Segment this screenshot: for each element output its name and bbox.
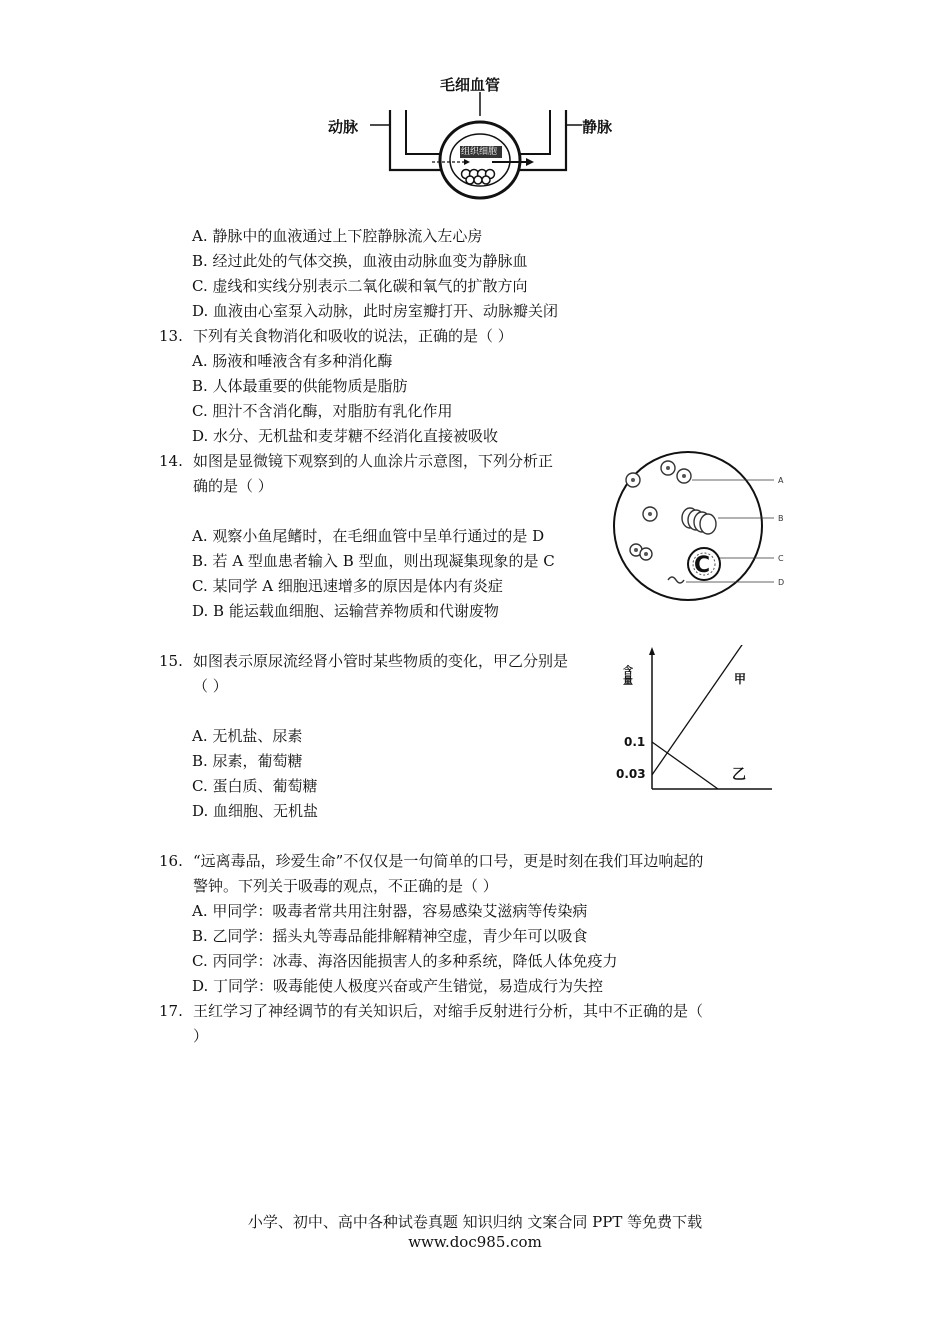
q15-option-a: A. 无机盐、尿素 — [192, 727, 303, 745]
q16-option-c: C. 丙同学：冰毒、海洛因能损害人的多种系统，降低人体免疫力 — [192, 952, 618, 970]
artery-label: 动脉 — [328, 118, 359, 136]
q16-option-a: A. 甲同学：吸毒者常共用注射器，容易感染艾滋病等传染病 — [192, 902, 588, 920]
q14-stem-line1: 如图是显微镜下观察到的人血涂片示意图，下列分析正 — [193, 452, 554, 470]
q13-option-a: A. 肠液和唾液含有多种消化酶 — [192, 352, 393, 370]
series-yi-label: 乙 — [732, 767, 746, 783]
q14-option-a: A. 观察小鱼尾鳍时，在毛细血管中呈单行通过的是 D — [192, 527, 545, 545]
smear-label-c: C — [778, 554, 784, 563]
series-jia-line — [652, 645, 762, 775]
q15-stem-line2: （ ） — [193, 677, 228, 695]
footer-url[interactable]: www.doc985.com — [408, 1233, 542, 1251]
q16-stem-line2: 警钟。下列关于吸毒的观点，不正确的是（ ） — [193, 877, 498, 895]
chart-ytick-1: 0.03 — [616, 767, 646, 781]
smear-label-a: A — [778, 476, 784, 485]
smear-center-letter: C — [694, 553, 711, 578]
q15-number: 15. — [159, 652, 183, 670]
q16-option-b: B. 乙同学：摇头丸等毒品能排解精神空虚，青少年可以吸食 — [192, 927, 588, 945]
vein-label: 静脉 — [582, 118, 613, 136]
q17-stem-line1: 王红学习了神经调节的有关知识后，对缩手反射进行分析，其中不正确的是（ — [193, 1002, 704, 1020]
q17-stem-line2: ） — [193, 1027, 209, 1045]
smear-label-b: B — [778, 514, 784, 523]
q13-option-b: B. 人体最重要的供能物质是脂肪 — [192, 377, 408, 395]
q13-option-d: D. 水分、无机盐和麦芽糖不经消化直接被吸收 — [192, 427, 499, 445]
q12-option-c: C. 虚线和实线分别表示二氧化碳和氧气的扩散方向 — [192, 277, 528, 295]
tissue-cell-label: 组织细胞 — [461, 147, 498, 157]
chart-ytick-0: 0.1 — [624, 735, 646, 749]
q12-option-d: D. 血液由心室泵入动脉，此时房室瓣打开、动脉瓣关闭 — [192, 302, 559, 320]
capillary-label: 毛细血管 — [440, 76, 501, 94]
smear-label-d: D — [778, 578, 785, 587]
series-jia-label: 甲 — [734, 672, 747, 686]
blood-smear-figure — [608, 440, 808, 610]
capillary-diagram-drawing — [320, 70, 640, 200]
q13-number: 13. — [159, 327, 183, 345]
capillary-figure — [320, 70, 640, 200]
q15-option-b: B. 尿素，葡萄糖 — [192, 752, 303, 770]
q12-option-a: A. 静脉中的血液通过上下腔静脉流入左心房 — [192, 227, 483, 245]
q16-number: 16. — [159, 852, 183, 870]
q13-option-c: C. 胆汁不含消化酶，对脂肪有乳化作用 — [192, 402, 453, 420]
q15-option-d: D. 血细胞、无机盐 — [192, 802, 319, 820]
q12-option-b: B. 经过此处的气体交换，血液由动脉血变为静脉血 — [192, 252, 528, 270]
q14-option-b: B. 若 A 型血患者输入 B 型血，则出现凝集现象的是 C — [192, 552, 555, 570]
chart-y-label: 含量 — [620, 665, 632, 685]
footer-line1: 小学、初中、高中各种试卷真题 知识归纳 文案合同 PPT 等免费下载 — [247, 1213, 703, 1231]
q14-stem-line2: 确的是（ ） — [193, 477, 273, 495]
series-yi-line — [652, 742, 718, 789]
q14-number: 14. — [159, 452, 183, 470]
q16-option-d: D. 丁同学：吸毒能使人极度兴奋或产生错觉，易造成行为失控 — [192, 977, 604, 995]
q17-number: 17. — [159, 1002, 183, 1020]
q13-stem: 下列有关食物消化和吸收的说法，正确的是（ ） — [193, 327, 513, 345]
q14-option-d: D. B 能运载血细胞、运输营养物质和代谢废物 — [192, 602, 499, 620]
q15-stem-line1: 如图表示原尿流经肾小管时某些物质的变化，甲乙分别是 — [193, 652, 569, 670]
q16-stem-line1: “远离毒品，珍爱生命”不仅仅是一句简单的口号，更是时刻在我们耳边响起的 — [193, 852, 704, 870]
renal-tubule-chart — [612, 645, 782, 795]
q15-option-c: C. 蛋白质、葡萄糖 — [192, 777, 318, 795]
q14-option-c: C. 某同学 A 细胞迅速增多的原因是体内有炎症 — [192, 577, 503, 595]
